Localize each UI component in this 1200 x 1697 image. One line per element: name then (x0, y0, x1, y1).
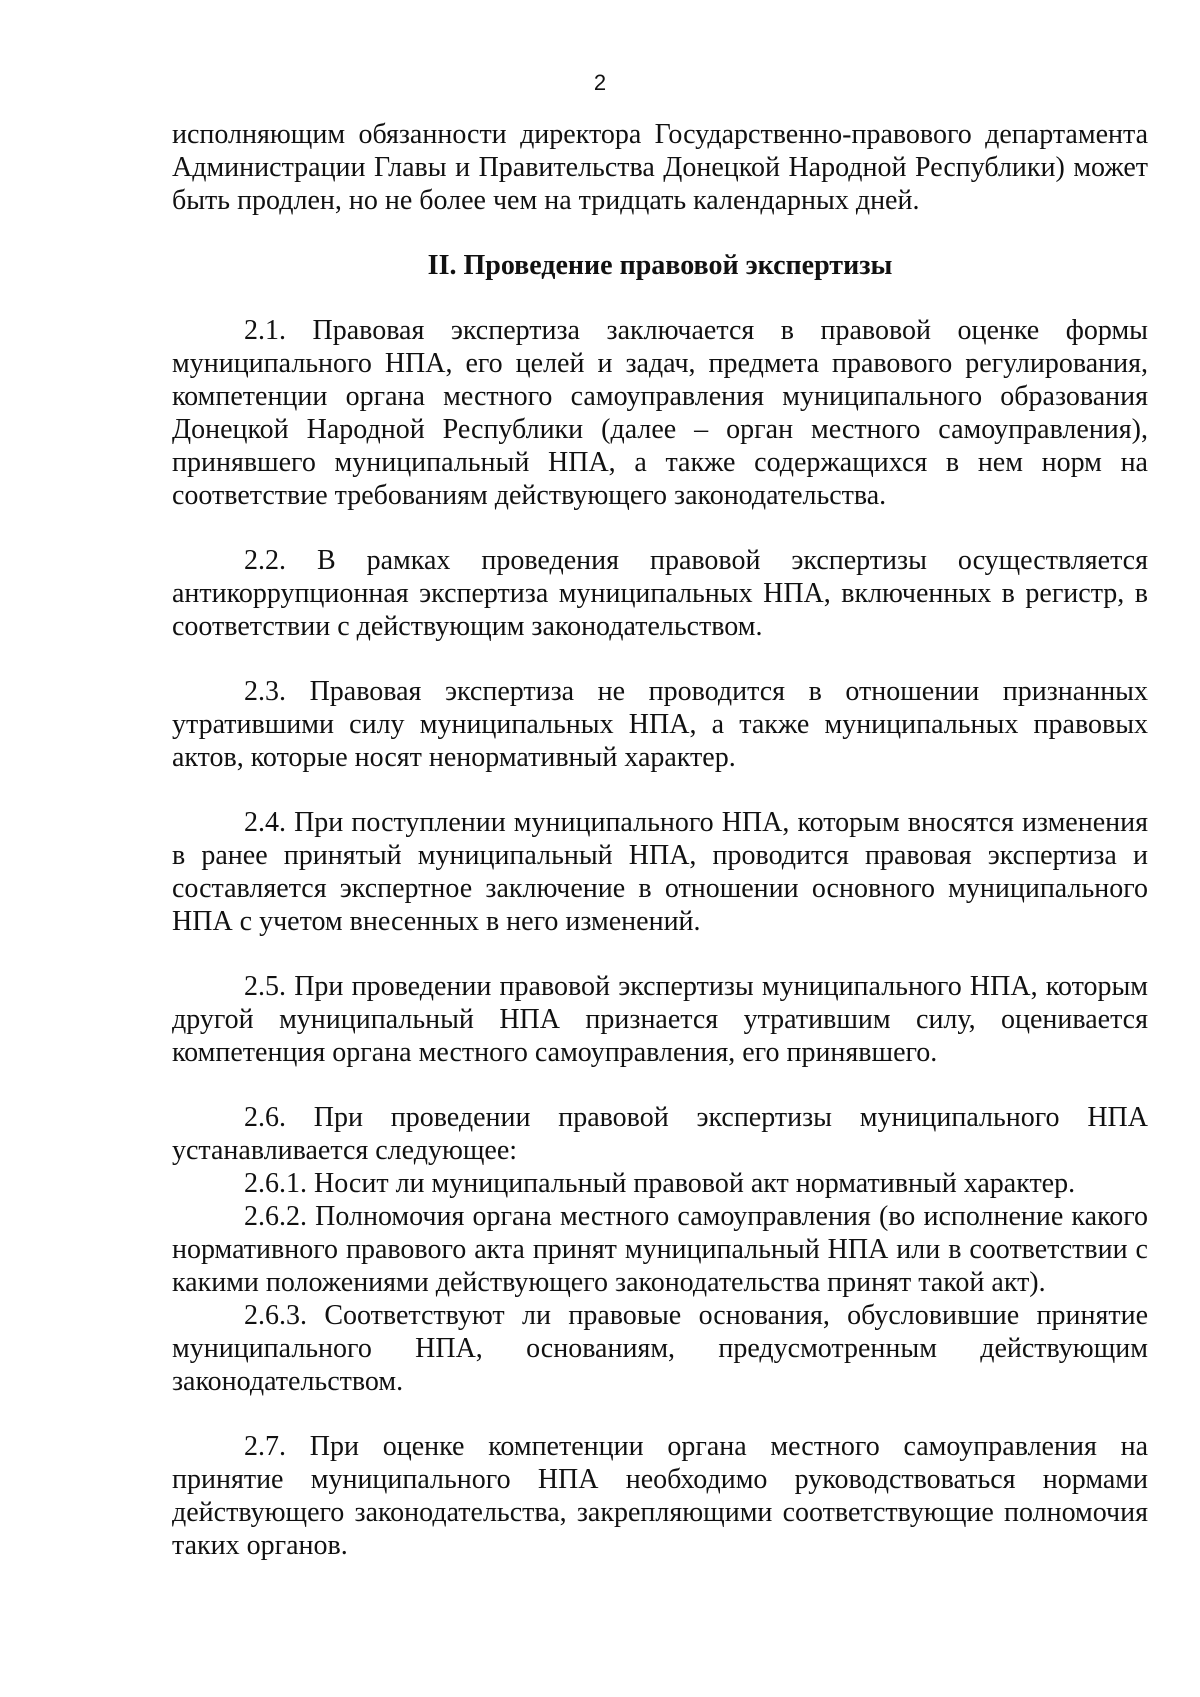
paragraph-2-6: 2.6. При проведении правовой экспертизы муниципального НПА устанавливается следующее: (172, 1102, 1148, 1166)
paragraph-2-7: 2.7. При оценке компетенции органа местного самоуправления на принятие муниципального НПА необходимо руководствоваться нормами действующего законодательства, закрепляющими соответствующие полномочия таких органов. (172, 1431, 1148, 1561)
page-number: 2 (593, 70, 607, 95)
paragraph-2-2: 2.2. В рамках проведения правовой экспертизы осуществляется антикоррупционная экспертиза муниципальных НПА, включенных в регистр, в соответствии с действующим законодательством. (172, 545, 1148, 642)
paragraph-2-5: 2.5. При проведении правовой экспертизы муниципального НПА, которым другой муниципальный НПА признается утратившим силу, оценивается компетенция органа местного самоуправления, его принявшего. (172, 971, 1148, 1068)
paragraph-2-1: 2.1. Правовая экспертиза заключается в правовой оценке формы муниципального НПА, его целей и задач, предмета правового регулирования, компетенции органа местного самоуправления муниципального образования Донецкой Народной Республики (далее – орган местного самоуправления), принявшего муниципальный НПА, а также содержащихся в нем норм на соответствие требованиям действующего законодательства. (172, 315, 1148, 511)
paragraph-2-6-2: 2.6.2. Полномочия органа местного самоуправления (во исполнение какого нормативного правового акта принят муниципальный НПА или в соответствии с какими положениями действующего законодательства принят такой акт). (172, 1201, 1148, 1298)
paragraph-2-6-1: 2.6.1. Носит ли муниципальный правовой акт нормативный характер. (244, 1168, 1076, 1199)
paragraph-2-6-3: 2.6.3. Соответствуют ли правовые основания, обусловившие принятие муниципального НПА, основаниям, предусмотренным действующим законодательством. (172, 1300, 1148, 1397)
document-body (172, 118, 1148, 1562)
section-title: II. Проведение правовой экспертизы (427, 250, 893, 281)
paragraph-2-3: 2.3. Правовая экспертиза не проводится в отношении признанных утратившими силу муниципальных НПА, а также муниципальных правовых актов, которые носят ненормативный характер. (172, 676, 1148, 773)
intro-paragraph: исполняющим обязанности директора Государственно-правового департамента Администрации Главы и Правительства Донецкой Народной Республики) может быть продлен, но не более чем на тридцать календарных дней. (172, 119, 1148, 216)
paragraph-2-4: 2.4. При поступлении муниципального НПА, которым вносятся изменения в ранее принятый муниципальный НПА, проводится правовая экспертиза и составляется экспертное заключение в отношении основного муниципального НПА с учетом внесенных в него изменений. (172, 807, 1148, 937)
